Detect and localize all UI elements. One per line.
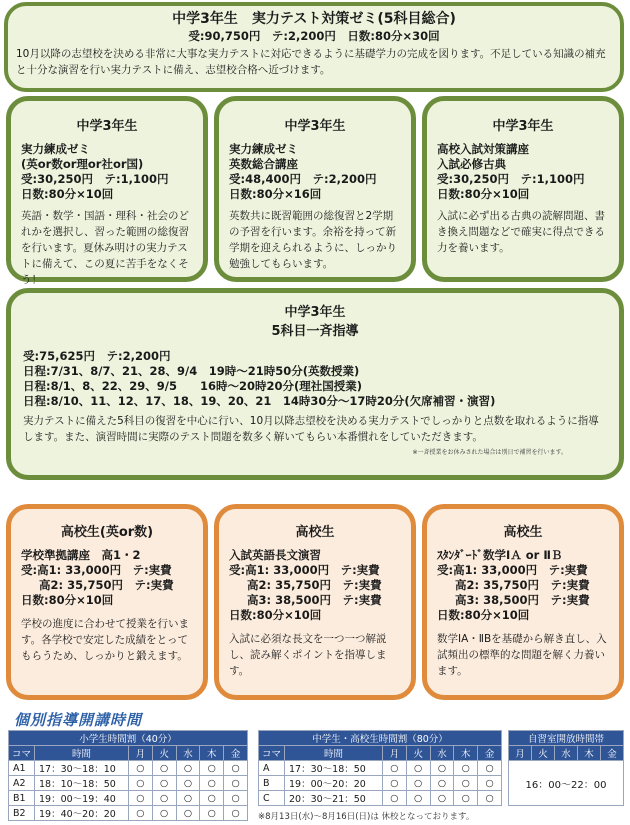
hs1-course: 学校準拠講座 高1・2 xyxy=(21,548,141,562)
hs3-days: 日数:80分×10回 xyxy=(437,608,530,622)
cell-mark: ○ xyxy=(406,791,430,806)
schedule-title: 個別指導開講時間 xyxy=(14,709,164,733)
cell-mark: ○ xyxy=(176,776,200,791)
card1-fee: 受:30,250円 テ:1,100円 xyxy=(21,172,169,186)
col-thu: 木 xyxy=(454,746,478,761)
study-room-header: 自習室開放時間帯 xyxy=(509,731,624,746)
cell-mark: ○ xyxy=(152,791,176,806)
cell-koma: A1 xyxy=(9,761,35,776)
table-row xyxy=(9,761,248,776)
hs2-days: 日数:80分×10回 xyxy=(229,608,322,622)
col-fri: 金 xyxy=(601,746,624,761)
cell-mark: ○ xyxy=(406,761,430,776)
hs3-fee-3: 高3: 38,500円 テ:実費 xyxy=(455,593,590,607)
holiday-note: ※8月13日(水)～8月16日(日)は 休校となっております。 xyxy=(258,812,475,822)
cell-time: 19：40～20：20 xyxy=(35,806,129,821)
cell-mark: ○ xyxy=(129,761,153,776)
cell-mark: ○ xyxy=(152,806,176,821)
card-5subjects xyxy=(6,288,624,480)
cell-mark: ○ xyxy=(176,761,200,776)
hs3-fee-2: 高2: 35,750円 テ:実費 xyxy=(455,578,590,592)
cell-mark: ○ xyxy=(454,776,478,791)
cell-mark: ○ xyxy=(383,791,407,806)
mid-schedule-3: 日程:8/10、11、12、17、18、19、20、21 14時30分～17時20分(欠席補習・演習) xyxy=(23,394,496,408)
cell-mark: ○ xyxy=(129,776,153,791)
card-jitsuryoku-eisu xyxy=(214,96,416,282)
hs2-fee-1: 受:高1: 33,000円 テ:実費 xyxy=(229,563,380,577)
mid-schedule-1: 日程:7/31、8/7、21、28、9/4 19時～21時50分(英数授業) xyxy=(23,364,360,378)
card2-fee: 受:48,400円 テ:2,200円 xyxy=(229,172,377,186)
card2-course: 実力練成ゼミ xyxy=(229,142,298,156)
col-time: 時間 xyxy=(35,746,129,761)
cell-koma: B1 xyxy=(9,791,35,806)
col-tue: 火 xyxy=(406,746,430,761)
card1-grade: 中学3年生 xyxy=(76,119,138,134)
cell-time: 17：30～18：10 xyxy=(35,761,129,776)
cell-mark: ○ xyxy=(430,776,454,791)
cell-koma: A xyxy=(259,761,285,776)
col-mon: 月 xyxy=(383,746,407,761)
col-mon: 月 xyxy=(509,746,532,761)
col-thu: 木 xyxy=(200,746,224,761)
hs1-desc: 学校の進度に合わせて授業を行います。各学校で安定した成績をとってもらうため、しっかりと鍛えます。 xyxy=(21,618,189,662)
cell-mark: ○ xyxy=(430,761,454,776)
col-koma: コマ xyxy=(9,746,35,761)
cell-mark: ○ xyxy=(200,791,224,806)
mid-note: ※一斉授業をお休みされた場合は別日で補習を行います。 xyxy=(412,449,567,456)
cell-mark: ○ xyxy=(224,806,248,821)
card2-days: 日数:80分×16回 xyxy=(229,187,322,201)
cell-mark: ○ xyxy=(383,761,407,776)
col-wed: 水 xyxy=(555,746,578,761)
card3-grade: 中学3年生 xyxy=(492,119,554,134)
cell-time: 20：30～21：50 xyxy=(285,791,383,806)
top-course-title: 中学3年生 実力テスト対策ゼミ(5科目総合) xyxy=(172,11,456,27)
cell-time: 17：30～18：50 xyxy=(285,761,383,776)
mid-grade: 中学3年生 xyxy=(284,305,346,320)
secondary-timetable-header: 中学生・高校生時間割（80分） xyxy=(259,731,502,746)
cell-mark: ○ xyxy=(224,761,248,776)
study-room-hours xyxy=(508,730,624,806)
cell-mark: ○ xyxy=(430,791,454,806)
cell-koma: B2 xyxy=(9,806,35,821)
col-tue: 火 xyxy=(532,746,555,761)
hs1-days: 日数:80分×10回 xyxy=(21,593,114,607)
cell-time: 19：00～20：20 xyxy=(285,776,383,791)
top-course-fee: 受:90,750円 テ:2,200円 日数:80分×30回 xyxy=(188,29,440,43)
cell-mark: ○ xyxy=(200,806,224,821)
secondary-timetable xyxy=(258,730,502,806)
col-fri: 金 xyxy=(224,746,248,761)
col-wed: 水 xyxy=(430,746,454,761)
hs3-grade: 高校生 xyxy=(503,525,543,540)
hs1-grade: 高校生(英or数) xyxy=(60,525,154,540)
cell-mark: ○ xyxy=(129,806,153,821)
table-row xyxy=(9,806,248,821)
cell-time: 18：10～18：50 xyxy=(35,776,129,791)
study-room-time: 16：00～22：00 xyxy=(509,761,624,806)
cell-mark: ○ xyxy=(176,791,200,806)
card-jitsuryoku-single xyxy=(6,96,208,286)
card-hs-school xyxy=(6,504,208,700)
cell-mark: ○ xyxy=(152,776,176,791)
mid-schedule-2: 日程:8/1、8、22、29、9/5 16時～20時20分(理社国授業) xyxy=(23,379,363,393)
cell-mark: ○ xyxy=(200,761,224,776)
cell-mark: ○ xyxy=(176,806,200,821)
cell-mark: ○ xyxy=(383,776,407,791)
cell-mark: ○ xyxy=(406,776,430,791)
cell-mark: ○ xyxy=(200,776,224,791)
cell-koma: B xyxy=(259,776,285,791)
cell-mark: ○ xyxy=(224,776,248,791)
card3-course: 高校入試対策講座 xyxy=(437,142,529,156)
elementary-timetable-header: 小学生時間割（40分） xyxy=(9,731,248,746)
elementary-timetable xyxy=(8,730,248,821)
card-hs-math xyxy=(422,504,624,700)
card2-subtitle: 英数総合講座 xyxy=(229,157,298,171)
cell-mark: ○ xyxy=(224,791,248,806)
cell-mark: ○ xyxy=(152,761,176,776)
table-row xyxy=(259,761,502,776)
col-time: 時間 xyxy=(285,746,383,761)
hs1-fee-1: 受:高1: 33,000円 テ:実費 xyxy=(21,563,172,577)
hs2-grade: 高校生 xyxy=(295,525,335,540)
cell-mark: ○ xyxy=(454,761,478,776)
col-wed: 水 xyxy=(176,746,200,761)
hs1-fee-2: 高2: 35,750円 テ:実費 xyxy=(39,578,174,592)
card1-subjects: (英or数or理or社or国) xyxy=(21,157,144,171)
hs3-course: ｽﾀﾝﾀﾞｰﾄﾞ数学ⅠＡ or ⅡＢ xyxy=(437,548,563,562)
hs3-desc: 数学ⅠA・ⅡBを基礎から解き直し、入試頻出の標準的な問題を解く力養います。 xyxy=(437,633,607,677)
col-mon: 月 xyxy=(129,746,153,761)
hs2-desc: 入試に必須な長文を一つ一つ解説し、読み解くポイントを指導します。 xyxy=(229,633,387,677)
card-koten xyxy=(422,96,624,282)
col-fri: 金 xyxy=(478,746,502,761)
hs3-fee-1: 受:高1: 33,000円 テ:実費 xyxy=(437,563,588,577)
card2-desc: 英数共に既習範囲の総復習と2学期の予習を行います。余裕を持って新学期を迎えられるように、しっかり勉強してもらいます。 xyxy=(229,210,397,270)
card3-days: 日数:80分×10回 xyxy=(437,187,530,201)
mid-fee: 受:75,625円 テ:2,200円 xyxy=(23,349,171,363)
table-row xyxy=(259,791,502,806)
col-thu: 木 xyxy=(578,746,601,761)
card2-grade: 中学3年生 xyxy=(284,119,346,134)
table-row xyxy=(9,776,248,791)
table-row xyxy=(9,791,248,806)
cell-koma: C xyxy=(259,791,285,806)
card-hs-english xyxy=(214,504,416,700)
card3-fee: 受:30,250円 テ:1,100円 xyxy=(437,172,585,186)
cell-mark: ○ xyxy=(454,791,478,806)
card1-desc: 英語・数学・国語・理科・社会のどれかを選択し、習った範囲の総復習を行います。夏休み明けの実力テストに備えて、この夏に苦手をなくそう！ xyxy=(21,210,189,286)
table-row xyxy=(259,776,502,791)
col-koma: コマ xyxy=(259,746,285,761)
hs2-fee-3: 高3: 38,500円 テ:実費 xyxy=(247,593,382,607)
hs2-course: 入試英語長文演習 xyxy=(229,548,321,562)
card1-days: 日数:80分×10回 xyxy=(21,187,114,201)
cell-mark: ○ xyxy=(478,791,502,806)
cell-mark: ○ xyxy=(478,776,502,791)
card3-subtitle: 入試必修古典 xyxy=(437,157,506,171)
card3-desc: 入試に必ず出る古典の読解問題、書き換え問題などで確実に得点できる力を養います。 xyxy=(437,210,605,254)
mid-desc: 実力テストに備えた5科目の復習を中心に行い、10月以降志望校を決める実力テストでしっかりと点数を取れるように指導します。また、演習時間に実際のテスト問題を数多く解いてもらい本番慣れをしていただきます。 xyxy=(23,415,599,443)
cell-koma: A2 xyxy=(9,776,35,791)
hs2-fee-2: 高2: 35,750円 テ:実費 xyxy=(247,578,382,592)
mid-title: 5科目一斉指導 xyxy=(271,324,359,339)
cell-time: 19：00～19：40 xyxy=(35,791,129,806)
card1-course: 実力練成ゼミ xyxy=(21,142,90,156)
col-tue: 火 xyxy=(152,746,176,761)
top-course-desc: 10月以降の志望校を決める非常に大事な実力テストに対応できるように基礎学力の完成を図ります。不足している知識の補充と十分な演習を行い実力テストに備え、志望校合格へ近づけます。 xyxy=(16,48,606,76)
cell-mark: ○ xyxy=(478,761,502,776)
top-course-box xyxy=(4,2,624,92)
cell-mark: ○ xyxy=(129,791,153,806)
